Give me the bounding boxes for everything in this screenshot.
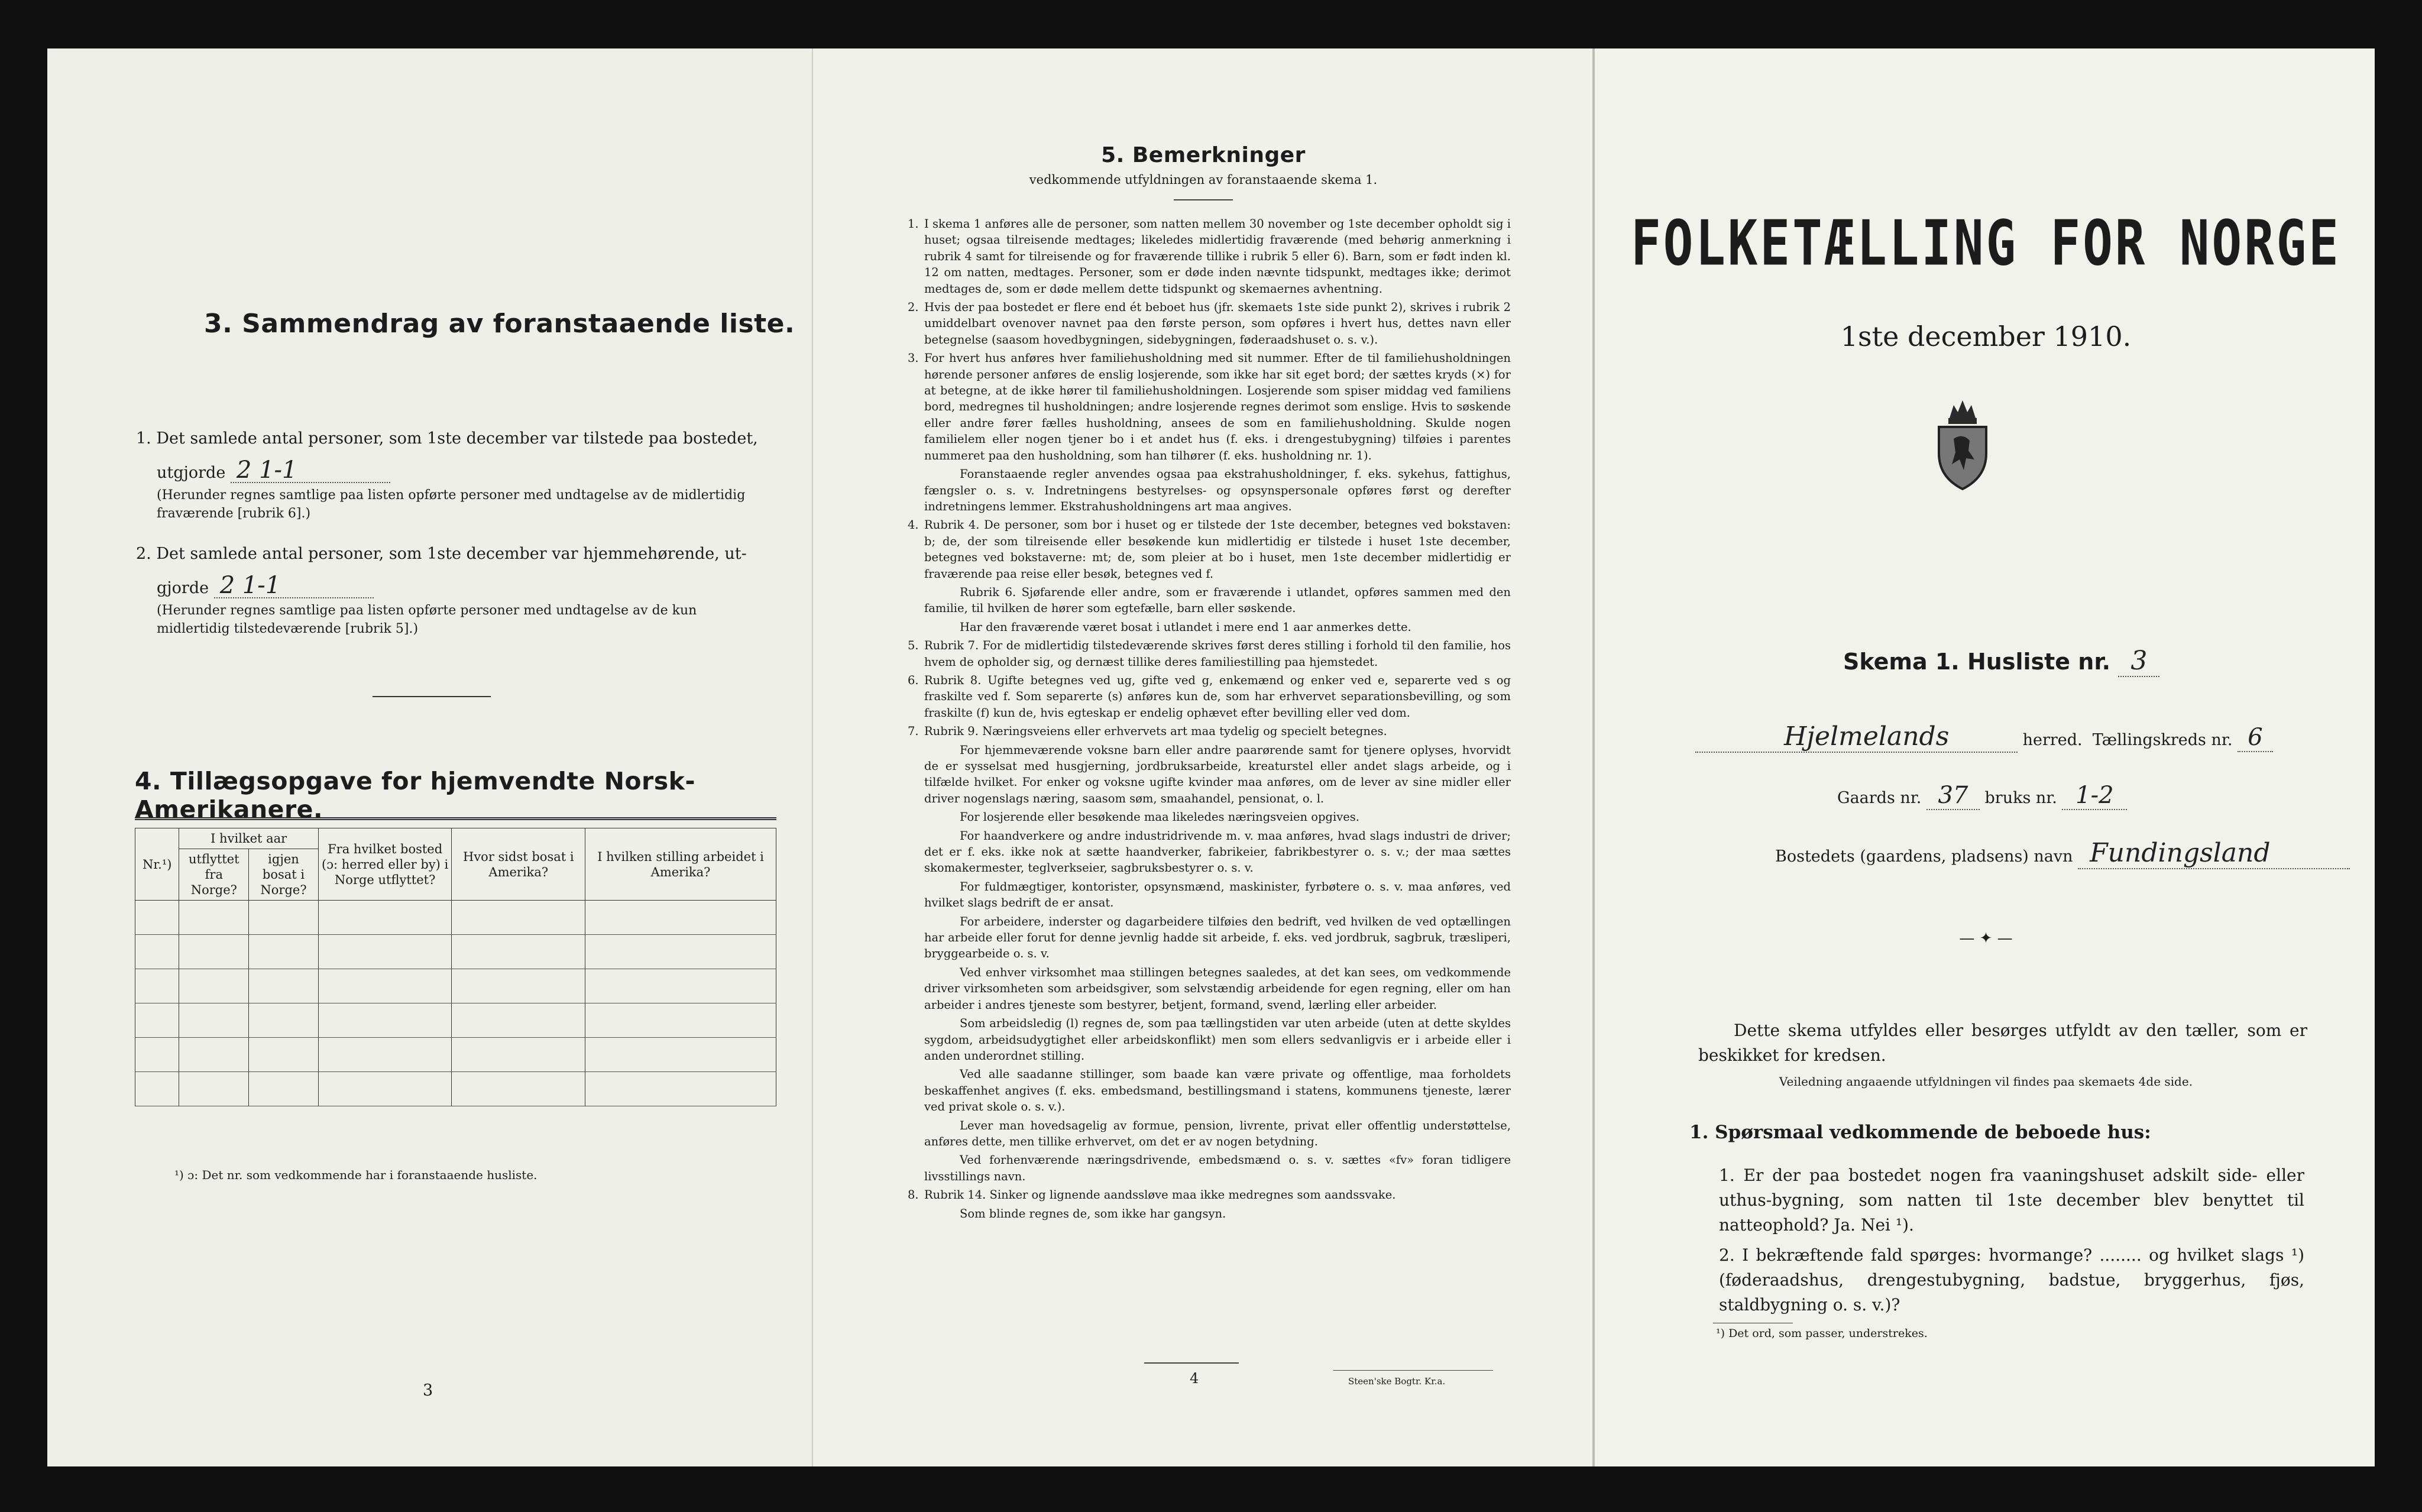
col-hvor-sidst: Hvor sidst bosat i Amerika? — [452, 828, 585, 901]
question1-2: 2. I bekræftende fald spørges: hvormange? ........ og hvilket slags ¹) (føderaadshus, drengestubygning, badstue, bryggerhus, fjøs, staldbygning o. s. v.)? — [1719, 1245, 2304, 1314]
item2-value: 2 1-1 — [214, 574, 374, 598]
col-igjen-bosat: igjen bosat i Norge? — [249, 849, 319, 901]
skema-label: Skema 1. Husliste nr. — [1843, 649, 2111, 675]
census-title: FOLKETÆLLING FOR NORGE — [1631, 206, 2341, 280]
remark-paragraph: Har den fraværende været bosat i utlandet i mere end 1 aar anmerkes dette. — [960, 620, 1411, 634]
remark-paragraph: Rubrik 14. Sinker og lignende aandssløve maa ikke medregnes som aandssvake. — [924, 1188, 1396, 1202]
table-row — [135, 901, 776, 935]
page-right — [1592, 48, 2375, 1466]
remark-paragraph: For haandverkere og andre industridrivende m. v. maa anføres, hvad slags industri de driver; det er f. eks. ikke nok at sætte haandverker, fabrikeier, fabrikbestyrer o. s. v.; der maa sættes skomakermester, teglverkseier, sagbruksbestyrer o. s. v. — [924, 828, 1511, 875]
table-row — [135, 935, 776, 969]
remark-paragraph: Foranstaaende regler anvendes ogsaa paa ekstrahusholdninger, f. eks. sykehus, fattighus, fængsler o. s. v. Indretningens bestyrelses- og opsynspersonale opføres først og derefter indretningens lemmer. Ekstrahusholdningens art maa angives. — [924, 467, 1511, 513]
table-row — [135, 1003, 776, 1038]
remark-paragraph: Rubrik 8. Ugifte betegnes ved ug, gifte ved g, enkemænd og enker ved e, separerte ved s og fraskilte ved f. Som separerte (s) anføres kun de, som har erhvervet separationsbevilling, og som fraskilte (f) kun de, hvis egteskap er endelig ophævet efter bevilling eller ved dom. — [924, 673, 1511, 720]
page-number-3: 3 — [423, 1381, 433, 1400]
bruks-value: 1-2 — [2062, 782, 2127, 810]
norsk-amerikanere-table — [135, 828, 776, 1106]
remark-paragraph: Som blinde regnes de, som ikke har gangsyn. — [960, 1206, 1226, 1220]
remark-paragraph: I skema 1 anføres alle de personer, som natten mellem 30 november og 1ste december opholdt sig i huset; ogsaa tilreisende medtages; likeledes midlertidig fraværende (med behørig anmerkning i rubrik 4 samt for tilreisende og for fraværende tillike i rubrik 5 eller 6). Barn, som er født inden kl. 12 om natten, medtages. Personer, som er døde inden nævnte tidspunkt, medtages ikke; derimot medtages de, som er døde mellem dette tidspunkt og skemaernes avhentning. — [924, 217, 1511, 296]
remark-paragraph: For arbeidere, inderster og dagarbeidere tilføies den bedrift, ved hvilken de ved optællingen har arbeide eller forut for denne jevnlig hadde sit arbeide, f. eks. ved jordbruk, sagbruk, træsliperi, bryggearbeide o. s. v. — [924, 914, 1511, 961]
husliste-nr: 3 — [2118, 646, 2159, 677]
gaards-label: Gaards nr. — [1837, 789, 1922, 807]
table-row — [135, 1072, 776, 1106]
item1-note: (Herunder regnes samtlige paa listen opførte personer med undtagelse av de midlertidig fraværende [rubrik 6].) — [157, 488, 746, 521]
page-number-4: 4 — [1190, 1370, 1199, 1387]
col-utflyttet: utflyttet fra Norge? — [179, 849, 249, 901]
census-date: 1ste december 1910. — [1840, 320, 2132, 352]
bruks-label: bruks nr. — [1984, 789, 2057, 807]
table-row — [135, 1038, 776, 1072]
intro-text: Dette skema utfyldes eller besørges utfyldt av den tæller, som er beskikket for kredsen. — [1698, 1021, 2307, 1065]
question1-title: 1. Spørsmaal vedkommende de beboede hus: — [1689, 1122, 2151, 1143]
question1-1: 1. Er der paa bostedet nogen fra vaaningshuset adskilt side- eller uthus-bygning, som natten til 1ste december blev benyttet til natteophold? Ja. Nei ¹). — [1719, 1165, 2304, 1235]
item2-note: (Herunder regnes samtlige paa listen opførte personer med undtagelse av de kun midlertidig tilstedeværende [rubrik 5].) — [157, 603, 697, 636]
col-fra-hvilket: Fra hvilket bosted (ɔ: herred eller by) i Norge utflyttet? — [318, 828, 452, 901]
col-stilling: I hvilken stilling arbeidet i Amerika? — [585, 828, 776, 901]
remark-paragraph: For hjemmeværende voksne barn eller andre paarørende samt for tjenere oplyses, hvorvidt de er sysselsat med husgjerning, jordbruksarbeide, kreaturstel eller andet slags arbeide, og i tilfælde hvilket. For enker og voksne ugifte kvinder maa anføres, om de lever av sine midler eller driver nogenslags næring, saasom søm, smaahandel, pensionat, o. l. — [924, 743, 1511, 805]
remark-paragraph: Lever man hovedsagelig av formue, pension, livrente, privat eller offentlig understøttelse, anføres dette, men tillike erhvervet, om det er av nogen betydning. — [924, 1118, 1511, 1148]
remark-paragraph: Rubrik 7. For de midlertidig tilstedeværende skrives først deres stilling i forhold til den familie, hos hvem de opholder sig, og dernæst tillike deres familiestilling paa hjemstedet. — [924, 639, 1511, 669]
bosted-label: Bostedets (gaardens, pladsens) navn — [1775, 847, 2073, 866]
divider — [373, 696, 491, 697]
page-middle — [812, 48, 1592, 1466]
norway-coat-of-arms-icon — [1927, 394, 1998, 492]
ornament: — ✦ — — [1959, 930, 2013, 947]
bosted-value: Fundingsland — [2078, 838, 2350, 869]
herred-label: herred. — [2022, 731, 2083, 749]
remark-paragraph: For losjerende eller besøkende maa likeledes næringsveien opgives. — [960, 810, 1359, 824]
remarks-subtitle: vedkommende utfyldningen av foranstaaende skema 1. — [1029, 173, 1378, 187]
remark-paragraph: Ved alle saadanne stillinger, som baade kan være private og offentlige, maa forholdets beskaffenhet angives (f. eks. embedsmand, bestillingsmand i statens, kommunens tjeneste, lærer ved privat skole o. s. v.). — [924, 1067, 1511, 1114]
veiledning-text: Veiledning angaaende utfyldningen vil findes paa skemaets 4de side. — [1779, 1074, 2193, 1089]
col-nr: Nr.¹) — [135, 828, 179, 901]
remark-paragraph: Rubrik 4. De personer, som bor i huset og er tilstede der 1ste december, betegnes ved bokstaven: b; de, der som tilreisende eller besøkende kun midlertidig er tilstede i huset 1ste december, betegnes ved bokstaverne: mt; de, som pleier at bo i huset, men 1ste december midlertidig er fraværende paa reise eller besøk, betegnes ved f. — [924, 518, 1511, 581]
gaards-value: 37 — [1926, 782, 1980, 810]
item1-text: 1. Det samlede antal personer, som 1ste december var tilstede paa bostedet, — [136, 429, 758, 448]
kreds-value: 6 — [2238, 724, 2273, 752]
remark-paragraph: For hvert hus anføres hver familiehusholdning med sit nummer. Efter de til familiehusholdningen hørende personer anføres de enslig losjerende, som ikke har sit eget bord; der sættes kryds (×) for at betegne, at de ikke hører til familiehusholdningen. Losjerende som spiser middag ved familiens bord, medregnes til husholdningen; andre losjerende regnes derimot som enslige. Hvis to søskende eller andre fører fælles husholdning, ansees de som en familiehusholdning. Skulde nogen familielem eller nogen tjener bo i et andet hus (f. eks. i drengestubygning) tilføies i parentes nummeret paa den husholdning, som han tilhører (f. eks. husholdning nr. 1). — [924, 351, 1511, 462]
item2-text: 2. Det samlede antal personer, som 1ste december var hjemmehørende, ut- — [136, 545, 747, 563]
herred-value: Hjelmelands — [1695, 721, 2018, 753]
item1-value: 2 1-1 — [231, 458, 390, 483]
remarks-title: 5. Bemerkninger — [1101, 143, 1306, 167]
remark-paragraph: Rubrik 9. Næringsveiens eller erhvervets art maa tydelig og specielt betegnes. — [924, 724, 1387, 739]
kreds-label: Tællingskreds nr. — [2092, 731, 2233, 749]
item1-utgjorde: utgjorde — [157, 464, 226, 482]
table-footnote: ¹) ɔ: Det nr. som vedkommende har i foranstaaende husliste. — [174, 1168, 537, 1182]
remark-paragraph: Rubrik 6. Sjøfarende eller andre, som er fraværende i utlandet, opføres sammen med den familie, til hvilken de hører som egtefælle, barn eller søskende. — [924, 585, 1511, 616]
remark-paragraph: Hvis der paa bostedet er flere end ét beboet hus (jfr. skemaets 1ste side punkt 2), skrives i rubrik 2 umiddelbart ovenover navnet paa den første person, som opføres i hvert hus, dettes navn eller betegnelse (saasom hovedbygningen, sidebygningen, føderaadshuset o. s. v.). — [924, 300, 1511, 347]
remark-paragraph: Som arbeidsledig (l) regnes de, som paa tællingstiden var uten arbeide (uten at dette skyldes sygdom, arbeidsudygtighet eller arbeidskonflikt) men som ellers sedvanligvis er i arbeide eller i anden underordnet stilling. — [924, 1016, 1511, 1063]
table-row — [135, 969, 776, 1003]
printer-imprint: Steen'ske Bogtr. Kr.a. — [1348, 1376, 1446, 1387]
section3-title: 3. Sammendrag av foranstaaende liste. — [204, 309, 795, 339]
page1-footnote: ¹) Det ord, som passer, understrekes. — [1716, 1327, 1928, 1340]
section4-title: 4. Tillægsopgave for hjemvendte Norsk-Amerikanere. — [135, 767, 695, 824]
remarks-body: 1. I skema 1 anføres alle de personer, som natten mellem 30 november og 1ste december opholdt sig i huset; ogsaa tilreisende medtages; likeledes midlertidig fraværende (med behørig anmerkning i rubrik 4 samt for tilreisende og for fraværende tillike i rubrik 5 eller 6). Barn, som er født inden kl. 12 om natten, medtages. Personer, som er døde inden nævnte tidspunkt, medtages ikke; derimot medtages de, som er døde mellem dette tidspunkt og skemaernes avhentning. 2. Hvis der paa bostedet er flere end ét beboet hus (jfr. skemaets 1ste side punkt 2), skrives i rubrik 2 umiddelbart ovenover navnet paa den første person, som opføres i hvert hus, dettes navn eller betegnelse (saasom hovedbygningen, sidebygningen, føderaadshuset o. s. v.). 3. For hvert hus anføres hver familiehusholdning med sit nummer. Efter de til familiehusholdningen hørende personer anføres de enslig losjerende, som ikke har sit eget bord; der sættes kryds (×) for at betegne, at de ikke hører til familiehusholdningen. Losjerende som spiser middag ved familiens bord, medregnes til husholdningen; andre losjerende regnes derimot som enslige. Hvis to søskende eller andre fører fælles husholdning, ansees de som en familiehusholdning. Skulde nogen familielem eller nogen tjener bo i et andet hus (f. eks. i drengestubygning) tilføies i parentes nummeret paa den husholdning, som han tilhører (f. eks. husholdning nr. 1). Foranstaaende regler anvendes ogsaa paa ekstrahusholdninger, f. eks. sykehus, fattighus, fængsler o. s. v. Indretningens bestyrelses- og opsynspersonale opføres først og derefter indretningens lemmer. Ekstrahusholdningens art maa angives. 4. Rubrik 4. De personer, som bor i huset og er tilstede der 1ste december, betegnes ved bokstaven: b; de, der som tilreisende eller besøkende kun midlertidig er tilstede i huset 1ste december, betegnes ved bokstaverne: mt; de, som pleier at bo i huset, men 1ste december midlertidig er fraværende paa reise eller besøk, betegnes ved f. Rubrik 6. Sjøfarende eller andre, som er fraværende i utlandet, opføres sammen med den familie, til hvilken de hører som egtefælle, barn eller søskende. Har den fraværende været bosat i utlandet i mere end 1 aar anmerkes dette. 5. Rubrik 7. For de midlertidig tilstedeværende skrives først deres stilling i forhold til den familie, hos hvem de opholder sig, og dernæst tillike deres familiestilling paa hjemstedet. 6. Rubrik 8. Ugifte betegnes ved ug, gifte ved g, enkemænd og enker ved e, separerte ved s og fraskilte ved f. Som separerte (s) anføres kun de, som har erhvervet separationsbevilling, og som fraskilte (f) kun de, hvis egteskap er endelig ophævet efter bevilling eller ved dom. 7. Rubrik 9. Næringsveiens eller erhvervets art maa tydelig og specielt betegnes. For hjemmeværende voksne barn eller andre paarørende samt for tjenere oplyses, hvorvidt de er sysselsat med husgjerning, jordbruksarbeide, kreaturstel eller andet slags arbeide, og i tilfælde hvilket. For enker og voksne ugifte kvinder maa anføres, om de lever av sine midler eller driver nogenslags næring, saasom søm, smaahandel, pensionat, o. l. For losjerende eller besøkende maa likeledes næringsveien opgives. For haandverkere og andre industridrivende m. v. maa anføres, hvad slags industri de driver; det er f. eks. ikke nok at sætte haandverker, fabrikeier, fabrikbestyrer o. s. v.; der maa sættes skomakermester, teglverkseier, sagbruksbestyrer o. s. v. For fuldmægtiger, kontorister, opsynsmænd, maskinister, fyrbøtere o. s. v. maa anføres, ved hvilket slags bedrift de er ansat. For arbeidere, inderster og dagarbeidere tilføies den bedrift, ved hvilken de ved optællingen har arbeide eller forut for denne jevnlig hadde sit arbeide, f. eks. ved jordbruk, sagbruk, træsliperi, bryggearbeide o. s. v. Ved enhver virksomhet maa stillingen betegnes saaledes, at det kan sees, om vedkommende driver virksomheten som arbeidsgiver, som selvstændig arbeidende for egen regning, eller om han arbeider i andres tjeneste som bestyrer, betjent, formand, svend, lærling eller arbeider. Som arbeidsledig (l) regnes de, som paa tællingstiden var uten arbeide (uten at dette skyldes sygdom, arbeidsudygtighet eller arbeidskonflikt) men som ellers sedvanligvis er i arbeide eller i anden underordnet stilling. Ved alle saadanne stillinger, som baade kan være private og offentlige, maa forholdets beskaffenhet angives (f. eks. embedsmand, bestillingsmand i statens, kommunens tjeneste, lærer ved privat skole o. s. v.). Lever man hovedsagelig av formue, pension, livrente, privat eller offentlig understøttelse, anføres dette, men tillike erhvervet, om det er av nogen betydning. Ved forhenværende næringsdrivende, embedsmænd o. s. v. sættes «fv» foran tidligere livsstillings navn. 8. Rubrik 14. Sinker og lignende aandssløve maa ikke medregnes som aandssvake. Som blinde regnes de, som ikke har gangsyn. — [908, 217, 1511, 1220]
remark-paragraph: For fuldmægtiger, kontorister, opsynsmænd, maskinister, fyrbøtere o. s. v. maa anføres, ved hvilket slags bedrift de er ansat. — [924, 879, 1511, 910]
col-i-hvilket-aar: I hvilket aar — [179, 828, 318, 849]
remark-paragraph: Ved enhver virksomhet maa stillingen betegnes saaledes, at det kan sees, om vedkommende driver virksomheten som arbeidsgiver, som selvstændig arbeidende for egen regning, eller om han arbeider i andres tjeneste som bestyrer, betjent, formand, svend, lærling eller arbeider. — [924, 965, 1511, 1012]
item2-utgjorde: gjorde — [157, 579, 209, 597]
page-left — [47, 48, 812, 1466]
remark-paragraph: Ved forhenværende næringsdrivende, embedsmænd o. s. v. sættes «fv» foran tidligere livsstillings navn. — [924, 1153, 1511, 1183]
